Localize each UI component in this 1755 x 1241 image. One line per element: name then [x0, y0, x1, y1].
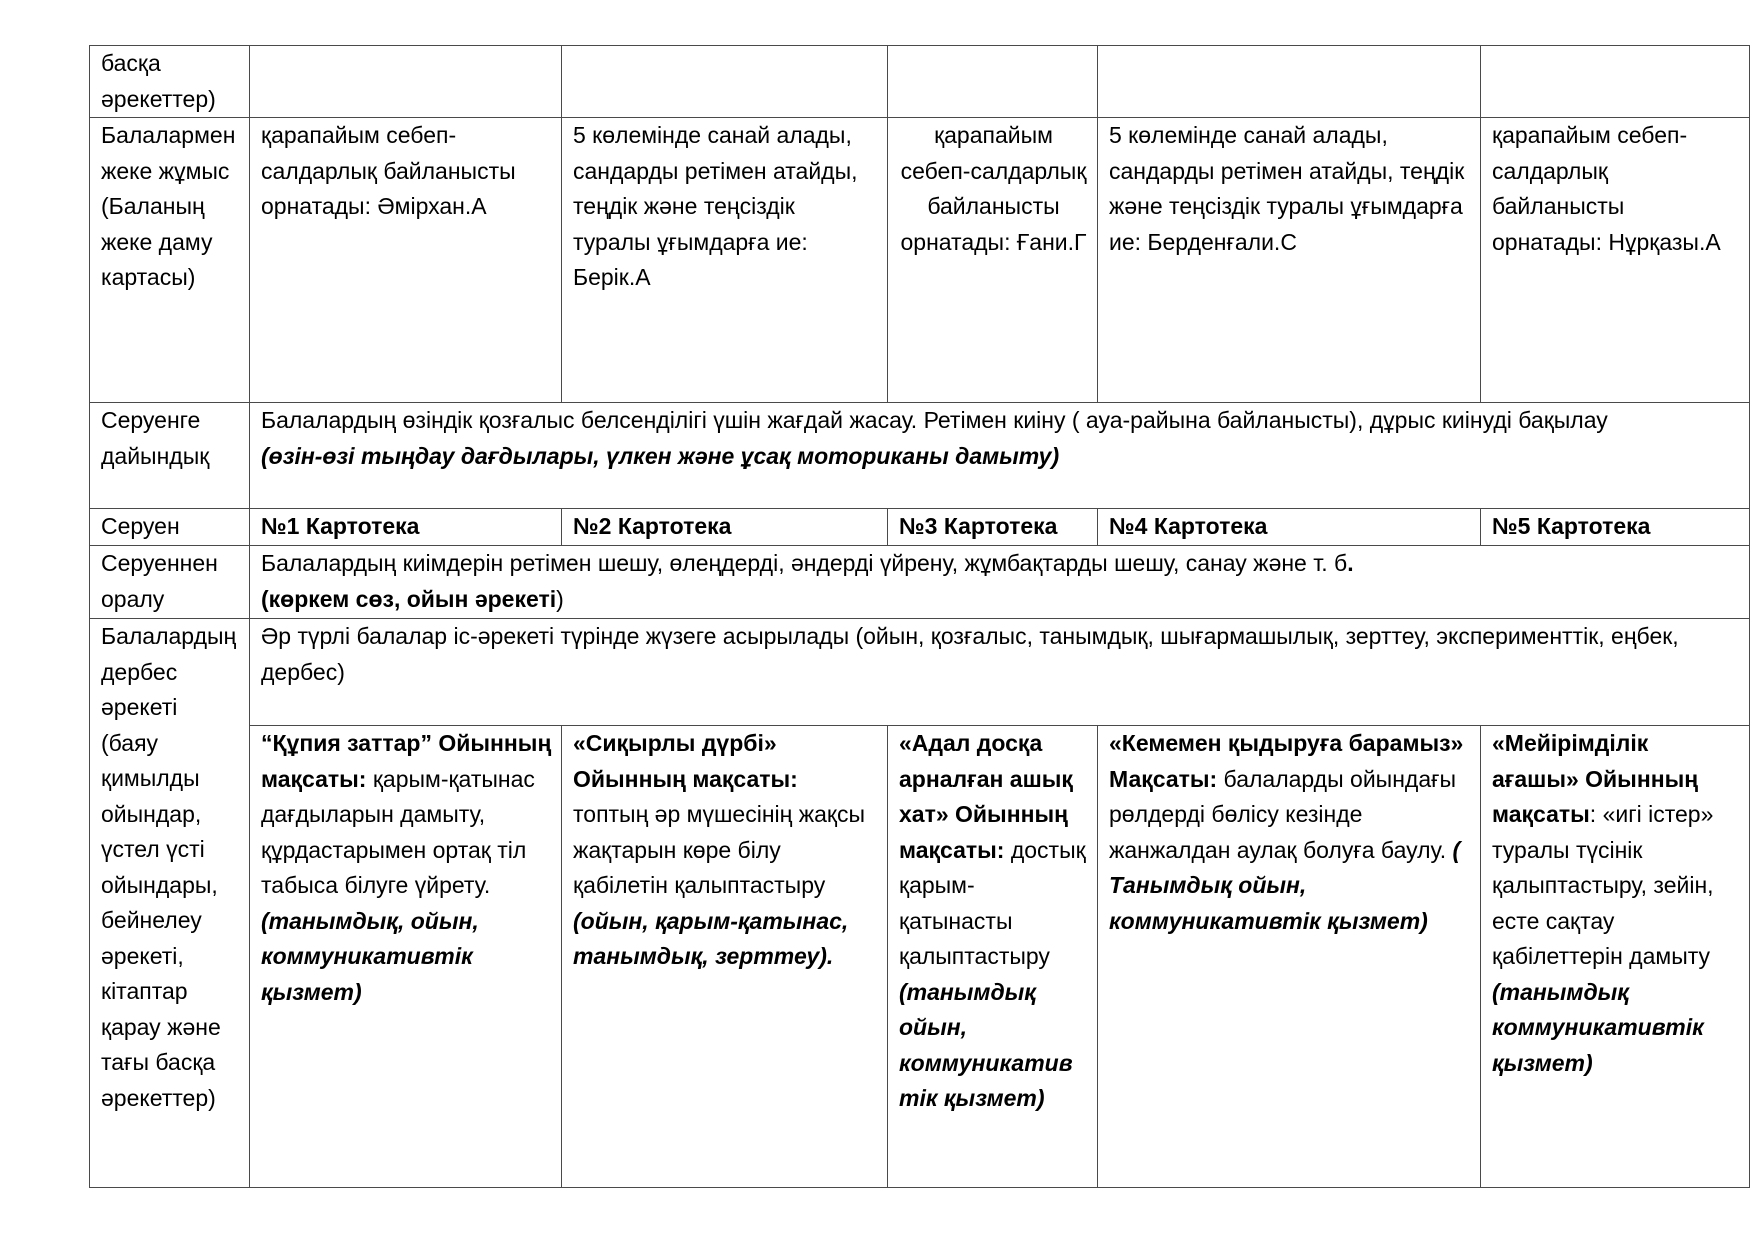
table-row-walk-return [90, 546, 1750, 619]
row-label-continuation: басқа әрекеттер) [90, 46, 250, 118]
individual-work-mon: қарапайым себеп-салдарлық байланысты орнатады: Әмірхан.А [250, 118, 562, 403]
walk-preparation-note: (өзін-өзі тыңдау дағдылары, үлкен және ұсақ моториканы дамыту) [261, 442, 1060, 469]
game-5-goal: «игі істер» туралы түсінік қалыптастыру, зейін, есте сақтау қабілеттерін дамыту [1492, 801, 1714, 969]
cell-empty-mon [250, 46, 562, 118]
game-2-goal: топтың әр мүшесінің жақсы жақтарын көре білу қабілетін қалыптастыру [573, 801, 865, 898]
game-cell-2 [562, 726, 888, 1188]
cell-empty-fri [1481, 46, 1750, 118]
walk-return-dot: . [1347, 550, 1354, 576]
walk-preparation-text: Балалардың өзіндік қозғалыс белсенділігі үшін жағдай жасау. Ретімен киіну ( ауа-райына байланысты), дұрыс киінуді бақылау [261, 407, 1608, 433]
game-3-note: (танымдық ойын, коммуникативтік қызмет) [899, 978, 1073, 1111]
walk-card-2: №2 Картотека [562, 509, 888, 546]
game-4-title: «Кемемен қыдыруға барамыз» Мақсаты: [1109, 730, 1464, 792]
game-4-goal: балаларды ойындағы рөлдерді бөлісу кезінде жанжалдан аулақ болуға баулу. [1109, 765, 1457, 863]
walk-return-note-line [261, 582, 1740, 618]
game-cell-1 [250, 726, 562, 1188]
walk-return-text-line [261, 546, 1740, 582]
row-label-walk-preparation: Серуенге дайындық [90, 403, 250, 509]
individual-work-thu: 5 көлемінде санай алады, сандарды ретімен атайды, теңдік және теңсіздік туралы ұғымдарға ие: Берденғали.С [1098, 118, 1481, 403]
walk-card-1: №1 Картотека [250, 509, 562, 546]
game-2-title: «Сиқырлы дүрбі» Ойынның мақсаты: [573, 730, 798, 792]
game-3-goal: достық қарым-қатынасты қалыптастыру [899, 836, 1086, 969]
row-label-walk-return: Серуеннен оралу [90, 546, 250, 619]
game-5-note: (танымдық коммуникативтік қызмет) [1492, 978, 1704, 1076]
cell-empty-tue [562, 46, 888, 118]
table-row-walk [90, 509, 1750, 546]
game-cell-4 [1098, 726, 1481, 1188]
row-label-individual-work: Балалармен жеке жұмыс (Баланың жеке даму картасы) [90, 118, 250, 403]
independent-activity-intro: Әр түрлі балалар іс-әрекеті түрінде жүзеге асырылады (ойын, қозғалыс, танымдық, шығармашылық, зерттеу, эксперименттік, еңбек, дербес) [250, 619, 1750, 726]
game-1-title: “Құпия заттар” Ойынның мақсаты: [261, 730, 552, 792]
table-row-independent-activity [90, 619, 1750, 726]
game-1-note: (танымдық, ойын, коммуникативтік қызмет) [261, 907, 479, 1005]
individual-work-wed: қарапайым себеп-салдарлық байланысты орнатады: Ғани.Г [888, 118, 1098, 403]
game-5-title: «Мейірімділік ағашы» Ойынның мақсаты [1492, 730, 1699, 827]
table-row-individual-work [90, 118, 1750, 403]
game-1-goal: қарым-қатынас дағдыларын дамыту, құрдастарымен ортақ тіл табыса білуге үйрету. [261, 765, 535, 898]
cell-empty-thu [1098, 46, 1481, 118]
game-2-note: (ойын, қарым-қатынас, танымдық, зерттеу). [573, 907, 849, 969]
walk-card-3: №3 Картотека [888, 509, 1098, 546]
game-cell-5 [1481, 726, 1750, 1188]
walk-return-content [250, 546, 1750, 619]
table-row-walk-preparation [90, 403, 1750, 509]
walk-preparation-content [250, 403, 1750, 509]
individual-work-tue: 5 көлемінде санай алады, сандарды ретімен атайды, теңдік және теңсіздік туралы ұғымдарға ие: Берік.А [562, 118, 888, 403]
walk-card-5: №5 Картотека [1481, 509, 1750, 546]
walk-return-text: Балалардың киімдерін ретімен шешу, өлеңдерді, әндерді үйрену, жұмбақтарды шешу, санау және т. б [261, 550, 1348, 576]
walk-return-note-close: ) [556, 585, 564, 612]
row-label-independent-activity: Балалардың дербес әрекеті (баяу қимылды ойындар, үстел үсті ойындары, бейнелеу әрекеті, кітаптар қарау және тағы басқа әрекеттер) [90, 619, 250, 1188]
individual-work-fri: қарапайым себеп-салдарлық байланысты орнатады: Нұрқазы.А [1481, 118, 1750, 403]
row-label-walk: Серуен [90, 509, 250, 546]
table-row-continuation [90, 46, 1750, 118]
walk-card-4: №4 Картотека [1098, 509, 1481, 546]
game-3-title: «Адал досқа арналған ашық хат» Ойынның мақсаты: [899, 730, 1073, 863]
game-4-note: ( Танымдық ойын, коммуникативтік қызмет) [1109, 836, 1461, 934]
walk-return-note: (көркем сөз, ойын әрекеті [261, 585, 557, 612]
game-5-colon: : [1589, 801, 1597, 827]
table-row-independent-games [90, 726, 1750, 1188]
daily-plan-table [89, 45, 1750, 1188]
game-cell-3 [888, 726, 1098, 1188]
cell-empty-wed [888, 46, 1098, 118]
